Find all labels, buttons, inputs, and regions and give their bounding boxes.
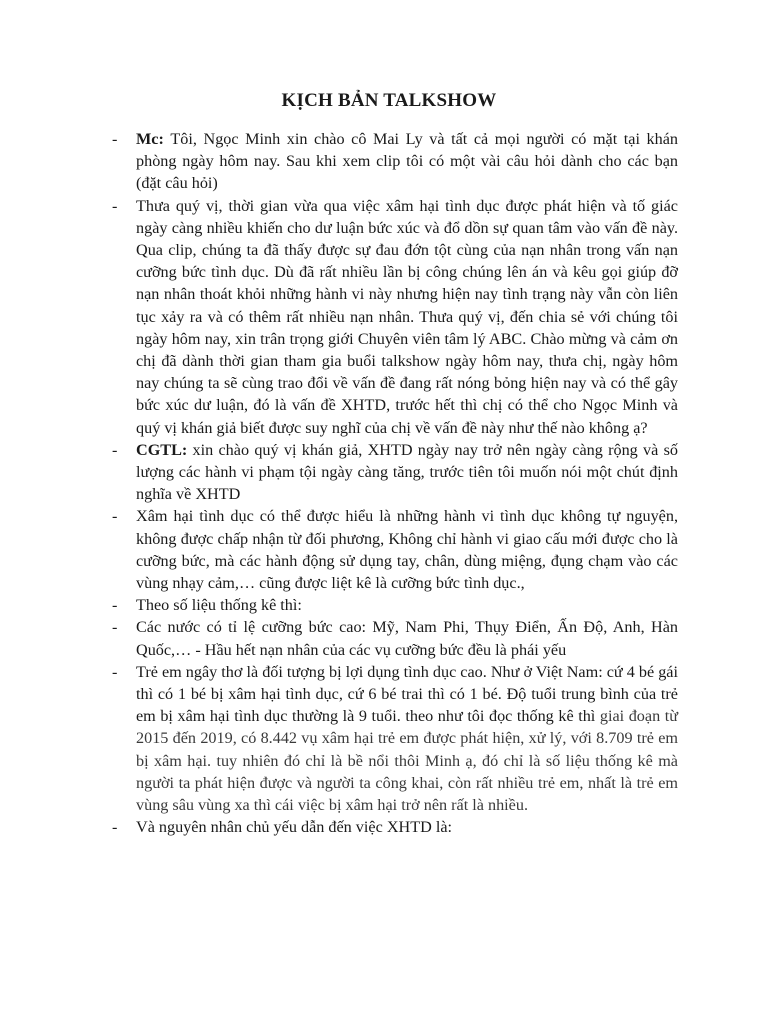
list-dash: -: [112, 196, 118, 215]
item-text-continued: giai đoạn từ 2015 đến 2019, có 8.442 vụ xâm hại trẻ em được phát hiện, xử lý, với 8.709 trẻ em bị xâm hại. tuy nhiên đó chỉ là bề nổi thôi Minh ạ, đó chỉ là số liệu thống kê mà người ta phát hiện được và người ta công khai, còn rất nhiều trẻ em, nhất là trẻ em vùng sâu vùng xa thì cái việc bị xâm hại trở nên rất là nhiều.: [136, 707, 679, 815]
item-text: Thưa quý vị, thời gian vừa qua việc xâm hại tình dục được phát hiện và tố giác ngày càng nhiều khiến cho dư luận bức xúc và đổ dồn sự quan tâm vào vấn đề này. Qua clip, chúng ta đã thấy được sự đau đớn tột cùng của nạn nhân trong vấn nạn cưỡng bức tình dục. Dù đã rất nhiều lần bị công chúng lên án và kêu gọi giúp đỡ nạn nhân thoát khỏi những hành vi này nhưng hiện nay tình trạng này vẫn còn liên tục xảy ra và có thêm rất nhiều nạn nhân. Thưa quý vị, đến chia sẻ với chúng tôi ngày hôm nay, xin trân trọng giới Chuyên viên tâm lý ABC. Chào mừng và cảm ơn chị đã dành thời gian tham gia buổi talkshow ngày hôm nay, thưa chị, ngày hôm nay chúng ta sẽ cùng trao đổi về vấn đề đang rất nóng bỏng hiện nay và có thể gây bức xúc dư luận, đó là vấn đề XHTD, trước hết thì chị có thể cho Ngọc Minh và quý vị khán giả biết được suy nghĩ của chị về vấn đề này như thế nào không ạ?: [136, 196, 678, 437]
list-item: [100, 816, 678, 838]
list-item: [100, 616, 678, 660]
list-item: [100, 195, 678, 439]
list-item: [100, 505, 678, 594]
list-item: [100, 439, 678, 506]
speaker-label: Mc:: [136, 130, 171, 148]
list-item: [100, 128, 678, 195]
script-list: [100, 128, 678, 839]
item-text: Trẻ em ngây thơ là đối tượng bị lợi dụng tình dục cao. Như ở Việt Nam: cứ 4 bé gái thì có 1 bé bị xâm hại tình dục, cứ 6 bé trai thì có 1 bé. Độ tuổi trung bình của trẻ em bị xâm hại tình dục thường là 9 tuổi. theo như tôi đọc thống kê thì: [136, 662, 678, 726]
list-dash: -: [112, 662, 118, 681]
list-item: [100, 594, 678, 616]
item-text: Các nước có tỉ lệ cưỡng bức cao: Mỹ, Nam Phi, Thụy Điển, Ấn Độ, Anh, Hàn Quốc,… - Hầu hết nạn nhân của các vụ cưỡng bức đều là phái yếu: [136, 618, 678, 659]
list-dash: -: [112, 507, 118, 526]
item-text: Và nguyên nhân chủ yếu dẫn đến việc XHTD là:: [136, 818, 453, 837]
list-dash: -: [112, 130, 118, 148]
speaker-label: CGTL:: [136, 440, 193, 459]
list-dash: -: [112, 818, 118, 837]
list-dash: -: [112, 618, 118, 637]
item-text: Theo số liệu thống kê thì:: [136, 596, 302, 615]
list-dash: -: [112, 440, 118, 459]
list-dash: -: [112, 596, 118, 615]
document-title: KỊCH BẢN TALKSHOW: [281, 90, 497, 111]
item-text: Tôi, Ngọc Minh xin chào cô Mai Ly và tất cả mọi người có mặt tại khán phòng ngày hôm nay. Sau khi xem clip tôi có một vài câu hỏi dành cho các bạn (đặt câu hỏi): [136, 130, 678, 193]
item-text: Xâm hại tình dục có thể được hiểu là những hành vi tình dục không tự nguyện, không được chấp nhận từ đối phương, Không chỉ hành vi giao cấu mới được cho là cưỡng bức, mà các hành động sử dụng tay, chân, dùng miệng, đụng chạm vào các vùng nhạy cảm,… cũng được liệt kê là cưỡng bức tình dục.,: [136, 507, 678, 593]
list-item: [100, 661, 678, 816]
item-text: xin chào quý vị khán giả, XHTD ngày nay trở nên ngày càng rộng và số lượng các hành vi phạm tội ngày càng tăng, trước tiên tôi muốn nói một chút định nghĩa về XHTD: [136, 440, 678, 504]
